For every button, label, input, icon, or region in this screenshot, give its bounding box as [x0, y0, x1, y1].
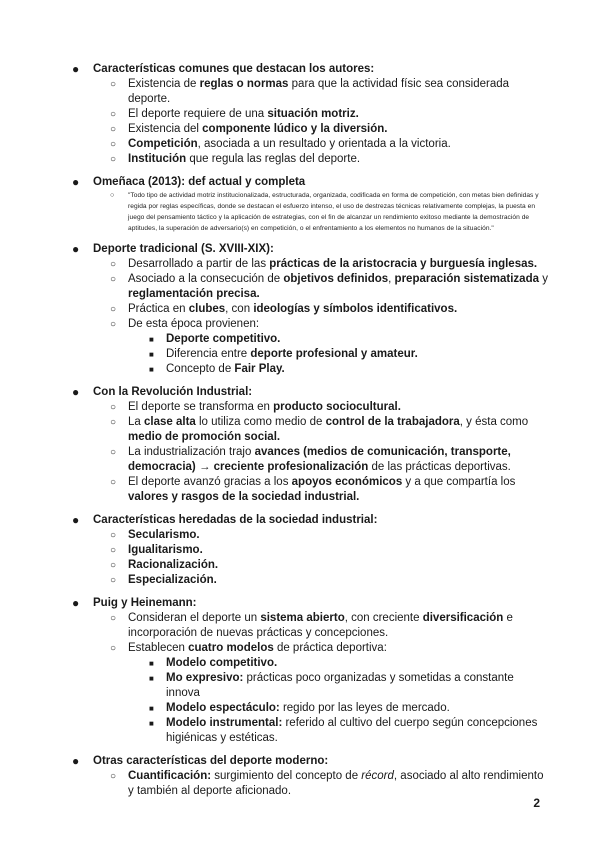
bullet-icon: ●: [72, 596, 80, 610]
square-bullet-icon: ■: [149, 719, 154, 728]
list-item: ○ Igualitarismo.: [110, 544, 203, 556]
section-deporte-tradicional: [68, 242, 548, 377]
section-otras-caracteristicas: [68, 754, 548, 799]
sub-list-item: ■ Modelo instrumental: referido al cultivo del cuerpo según concepciones higiénicas y estéticas.: [149, 717, 538, 744]
section-title: Características heredadas de la sociedad industrial:: [93, 514, 378, 526]
circle-bullet-icon: ○: [110, 319, 117, 330]
bullet-icon: ●: [72, 754, 80, 768]
circle-bullet-icon: ○: [110, 477, 117, 488]
circle-bullet-icon: ○: [110, 530, 117, 541]
list-item: ○ Cuantificación: surgimiento del concepto de récord, asociado al alto rendimiento y también al deporte aficionado.: [110, 770, 544, 797]
sub-list-item: ■ Modelo competitivo.: [149, 657, 278, 669]
list-item: ○ Institución que regula las reglas del deporte.: [110, 153, 361, 165]
list-item: ○ Establecen cuatro modelos de práctica deportiva:: [110, 642, 387, 654]
section-caracteristicas-comunes: [68, 62, 548, 167]
section-title: Omeñaca (2013): def actual y completa: [93, 176, 306, 188]
list-item: ○ Especialización.: [110, 574, 217, 586]
list-item: ○ El deporte requiere de una situación motriz.: [110, 108, 359, 120]
circle-bullet-icon: ○: [110, 613, 117, 624]
sub-list-item: ■ Modelo espectáculo: regido por las leyes de mercado.: [149, 702, 450, 714]
list-item: ○ Secularismo.: [110, 529, 200, 541]
sub-list-item: ■ Deporte competitivo.: [149, 333, 281, 345]
list-item: ○ La industrialización trajo avances (medios de comunicación, transporte, democracia) → creciente profesionalización de las prácticas deportivas.: [110, 446, 511, 473]
bullet-icon: ●: [72, 62, 80, 76]
list-item: ○ Existencia de reglas o normas para que la actividad físic sea considerada deporte.: [110, 78, 510, 105]
section-title: Con la Revolución Industrial:: [93, 386, 253, 398]
list-item: ○ De esta época provienen:: [110, 318, 260, 330]
bullet-icon: ●: [72, 175, 80, 189]
square-bullet-icon: ■: [149, 335, 154, 344]
list-item: ○ El deporte se transforma en producto sociocultural.: [110, 401, 401, 413]
list-item: ○ El deporte avanzó gracias a los apoyos económicos y a que compartía los valores y rasgos de la sociedad industrial.: [110, 476, 516, 503]
circle-bullet-icon: ○: [110, 109, 117, 120]
circle-bullet-icon: ○: [110, 154, 117, 165]
square-bullet-icon: ■: [149, 350, 154, 359]
circle-bullet-icon: ○: [110, 402, 117, 413]
list-item: ○ Competición, asociada a un resultado y orientada a la victoria.: [110, 138, 451, 150]
circle-bullet-icon: ○: [110, 417, 117, 428]
sub-list-item: ■ Concepto de Fair Play.: [149, 363, 285, 375]
square-bullet-icon: ■: [149, 365, 154, 374]
circle-bullet-icon: ○: [110, 124, 117, 135]
circle-bullet-icon: ○: [110, 447, 117, 458]
section-caracteristicas-heredadas: [68, 513, 548, 588]
section-title: Deporte tradicional (S. XVIII-XIX):: [93, 243, 274, 255]
circle-bullet-icon: ○: [110, 274, 117, 285]
page-content: [68, 62, 548, 807]
list-item: ○ Práctica en clubes, con ideologías y símbolos identificativos.: [110, 303, 458, 315]
section-title: Características comunes que destacan los autores:: [93, 63, 375, 75]
list-item: ○ Desarrollado a partir de las prácticas de la aristocracia y burguesía inglesas.: [110, 258, 538, 270]
circle-bullet-icon: ○: [110, 259, 117, 270]
definition-quote: ○ "Todo tipo de actividad motriz institucionalizada, estructurada, organizada, codificada en forma de competición, con metas bien definidas y regida por reglas específicas, donde se destacan el esfuerzo intenso, el uso de destrezas técnicas relativamente complejas, la puesta en juego del pensamiento táctico y la aplicación de estrategias, con el fin de alcanzar un rendimiento exitoso mediante la demostración de aptitudes, la superación de adversario(s) en competición, o el enfrentamiento a los elementos no humanos de la situación.": [110, 192, 539, 232]
square-bullet-icon: ■: [149, 704, 154, 713]
page-number: 2: [533, 796, 540, 810]
circle-bullet-icon: ○: [110, 643, 117, 654]
circle-bullet-icon: ○: [110, 79, 117, 90]
circle-bullet-icon: ○: [110, 304, 117, 315]
list-item: ○ La clase alta lo utiliza como medio de control de la trabajadora, y ésta como medio de promoción social.: [110, 416, 529, 443]
bullet-icon: ●: [72, 513, 80, 527]
bullet-icon: ●: [72, 385, 80, 399]
section-title: Otras características del deporte moderno:: [93, 755, 329, 767]
list-item: ○ Consideran el deporte un sistema abierto, con creciente diversificación e incorporación de nuevas prácticas y concepciones.: [110, 612, 513, 639]
sub-list-item: ■ Mo expresivo: prácticas poco organizadas y sometidas a constante innova: [149, 672, 514, 699]
circle-bullet-icon: ○: [110, 545, 117, 556]
circle-bullet-icon: ○: [110, 192, 115, 199]
section-revolucion-industrial: [68, 385, 548, 505]
section-puig-heinemann: [68, 596, 548, 746]
circle-bullet-icon: ○: [110, 139, 117, 150]
square-bullet-icon: ■: [149, 674, 154, 683]
list-item: ○ Existencia del componente lúdico y la diversión.: [110, 123, 388, 135]
circle-bullet-icon: ○: [110, 560, 117, 571]
square-bullet-icon: ■: [149, 659, 154, 668]
list-item: ○ Asociado a la consecución de objetivos definidos, preparación sistematizada y reglamentación precisa.: [110, 273, 548, 300]
section-title: Puig y Heinemann:: [93, 597, 197, 609]
list-item: ○ Racionalización.: [110, 559, 219, 571]
circle-bullet-icon: ○: [110, 575, 117, 586]
bullet-icon: ●: [72, 242, 80, 256]
sub-list-item: ■ Diferencia entre deporte profesional y amateur.: [149, 348, 418, 360]
circle-bullet-icon: ○: [110, 771, 117, 782]
section-omenaca: [68, 175, 548, 234]
